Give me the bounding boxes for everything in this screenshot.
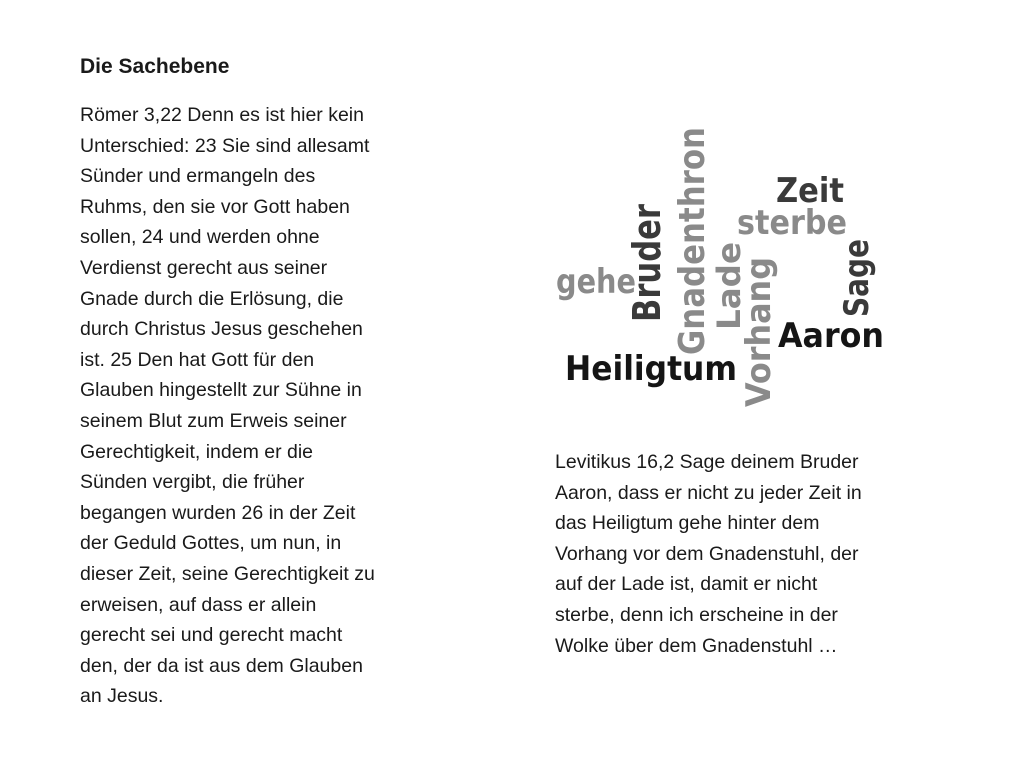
text-line: Gnade durch die Erlösung, die xyxy=(80,287,344,310)
text-line: erweisen, auf dass er allein xyxy=(80,593,317,616)
word-aaron: Aaron xyxy=(778,316,884,356)
word-lade: Lade xyxy=(710,243,748,330)
text-line: Unterschied: 23 Sie sind allesamt xyxy=(80,134,370,157)
text-line: den, der da ist aus dem Glauben xyxy=(80,654,363,677)
text-line: der Geduld Gottes, um nun, in xyxy=(80,532,342,555)
word-heiligtum: Heiligtum xyxy=(565,349,737,389)
word-sage: Sage xyxy=(837,222,877,317)
text-line: sollen, 24 und werden ohne xyxy=(80,226,320,249)
text-line: Sünder und ermangeln des xyxy=(80,165,316,188)
text-line: auf der Lade ist, damit er nicht xyxy=(555,573,818,596)
text-line: Römer 3,22 Denn es ist hier kein xyxy=(80,104,364,126)
text-line: gerecht sei und gerecht macht xyxy=(80,624,343,647)
text-line: seinem Blut zum Erweis seiner xyxy=(80,409,347,432)
text-line: durch Christus Jesus geschehen xyxy=(80,318,363,341)
text-line: dieser Zeit, seine Gerechtigkeit zu xyxy=(80,562,375,585)
text-line: an Jesus. xyxy=(80,685,164,708)
text-line: Gerechtigkeit, indem er die xyxy=(80,440,314,463)
word-gnadenthron: Gnadenthron xyxy=(672,88,713,355)
word-sterbe: sterbe xyxy=(737,203,847,243)
text-line: Wolke über dem Gnadenstuhl … xyxy=(555,634,838,657)
text-line: Ruhms, den sie vor Gott haben xyxy=(80,195,350,218)
word-bruder: Bruder xyxy=(625,175,669,322)
bible-text-leviticus xyxy=(555,447,935,661)
text-line: Aaron, dass er nicht zu jeder Zeit in xyxy=(555,481,862,504)
text-line: ist. 25 Den hat Gott für den xyxy=(80,348,315,371)
slide-heading: Die Sachebene xyxy=(80,55,230,78)
text-line: begangen wurden 26 in der Zeit xyxy=(80,501,356,524)
word-gehe: gehe xyxy=(556,262,636,302)
text-line: Levitikus 16,2 Sage deinem Bruder xyxy=(555,451,859,473)
word-vorhang: Vorhang xyxy=(739,246,779,407)
text-line: Verdienst gerecht aus seiner xyxy=(80,256,328,279)
word-zeit: Zeit xyxy=(776,171,844,211)
text-line: das Heiligtum gehe hinter dem xyxy=(555,512,820,535)
text-line: Glauben hingestellt zur Sühne in xyxy=(80,379,362,402)
text-line: Sünden vergibt, die früher xyxy=(80,471,305,494)
text-line: Vorhang vor dem Gnadenstuhl, der xyxy=(555,542,859,565)
text-line: sterbe, denn ich erscheine in der xyxy=(555,603,838,626)
